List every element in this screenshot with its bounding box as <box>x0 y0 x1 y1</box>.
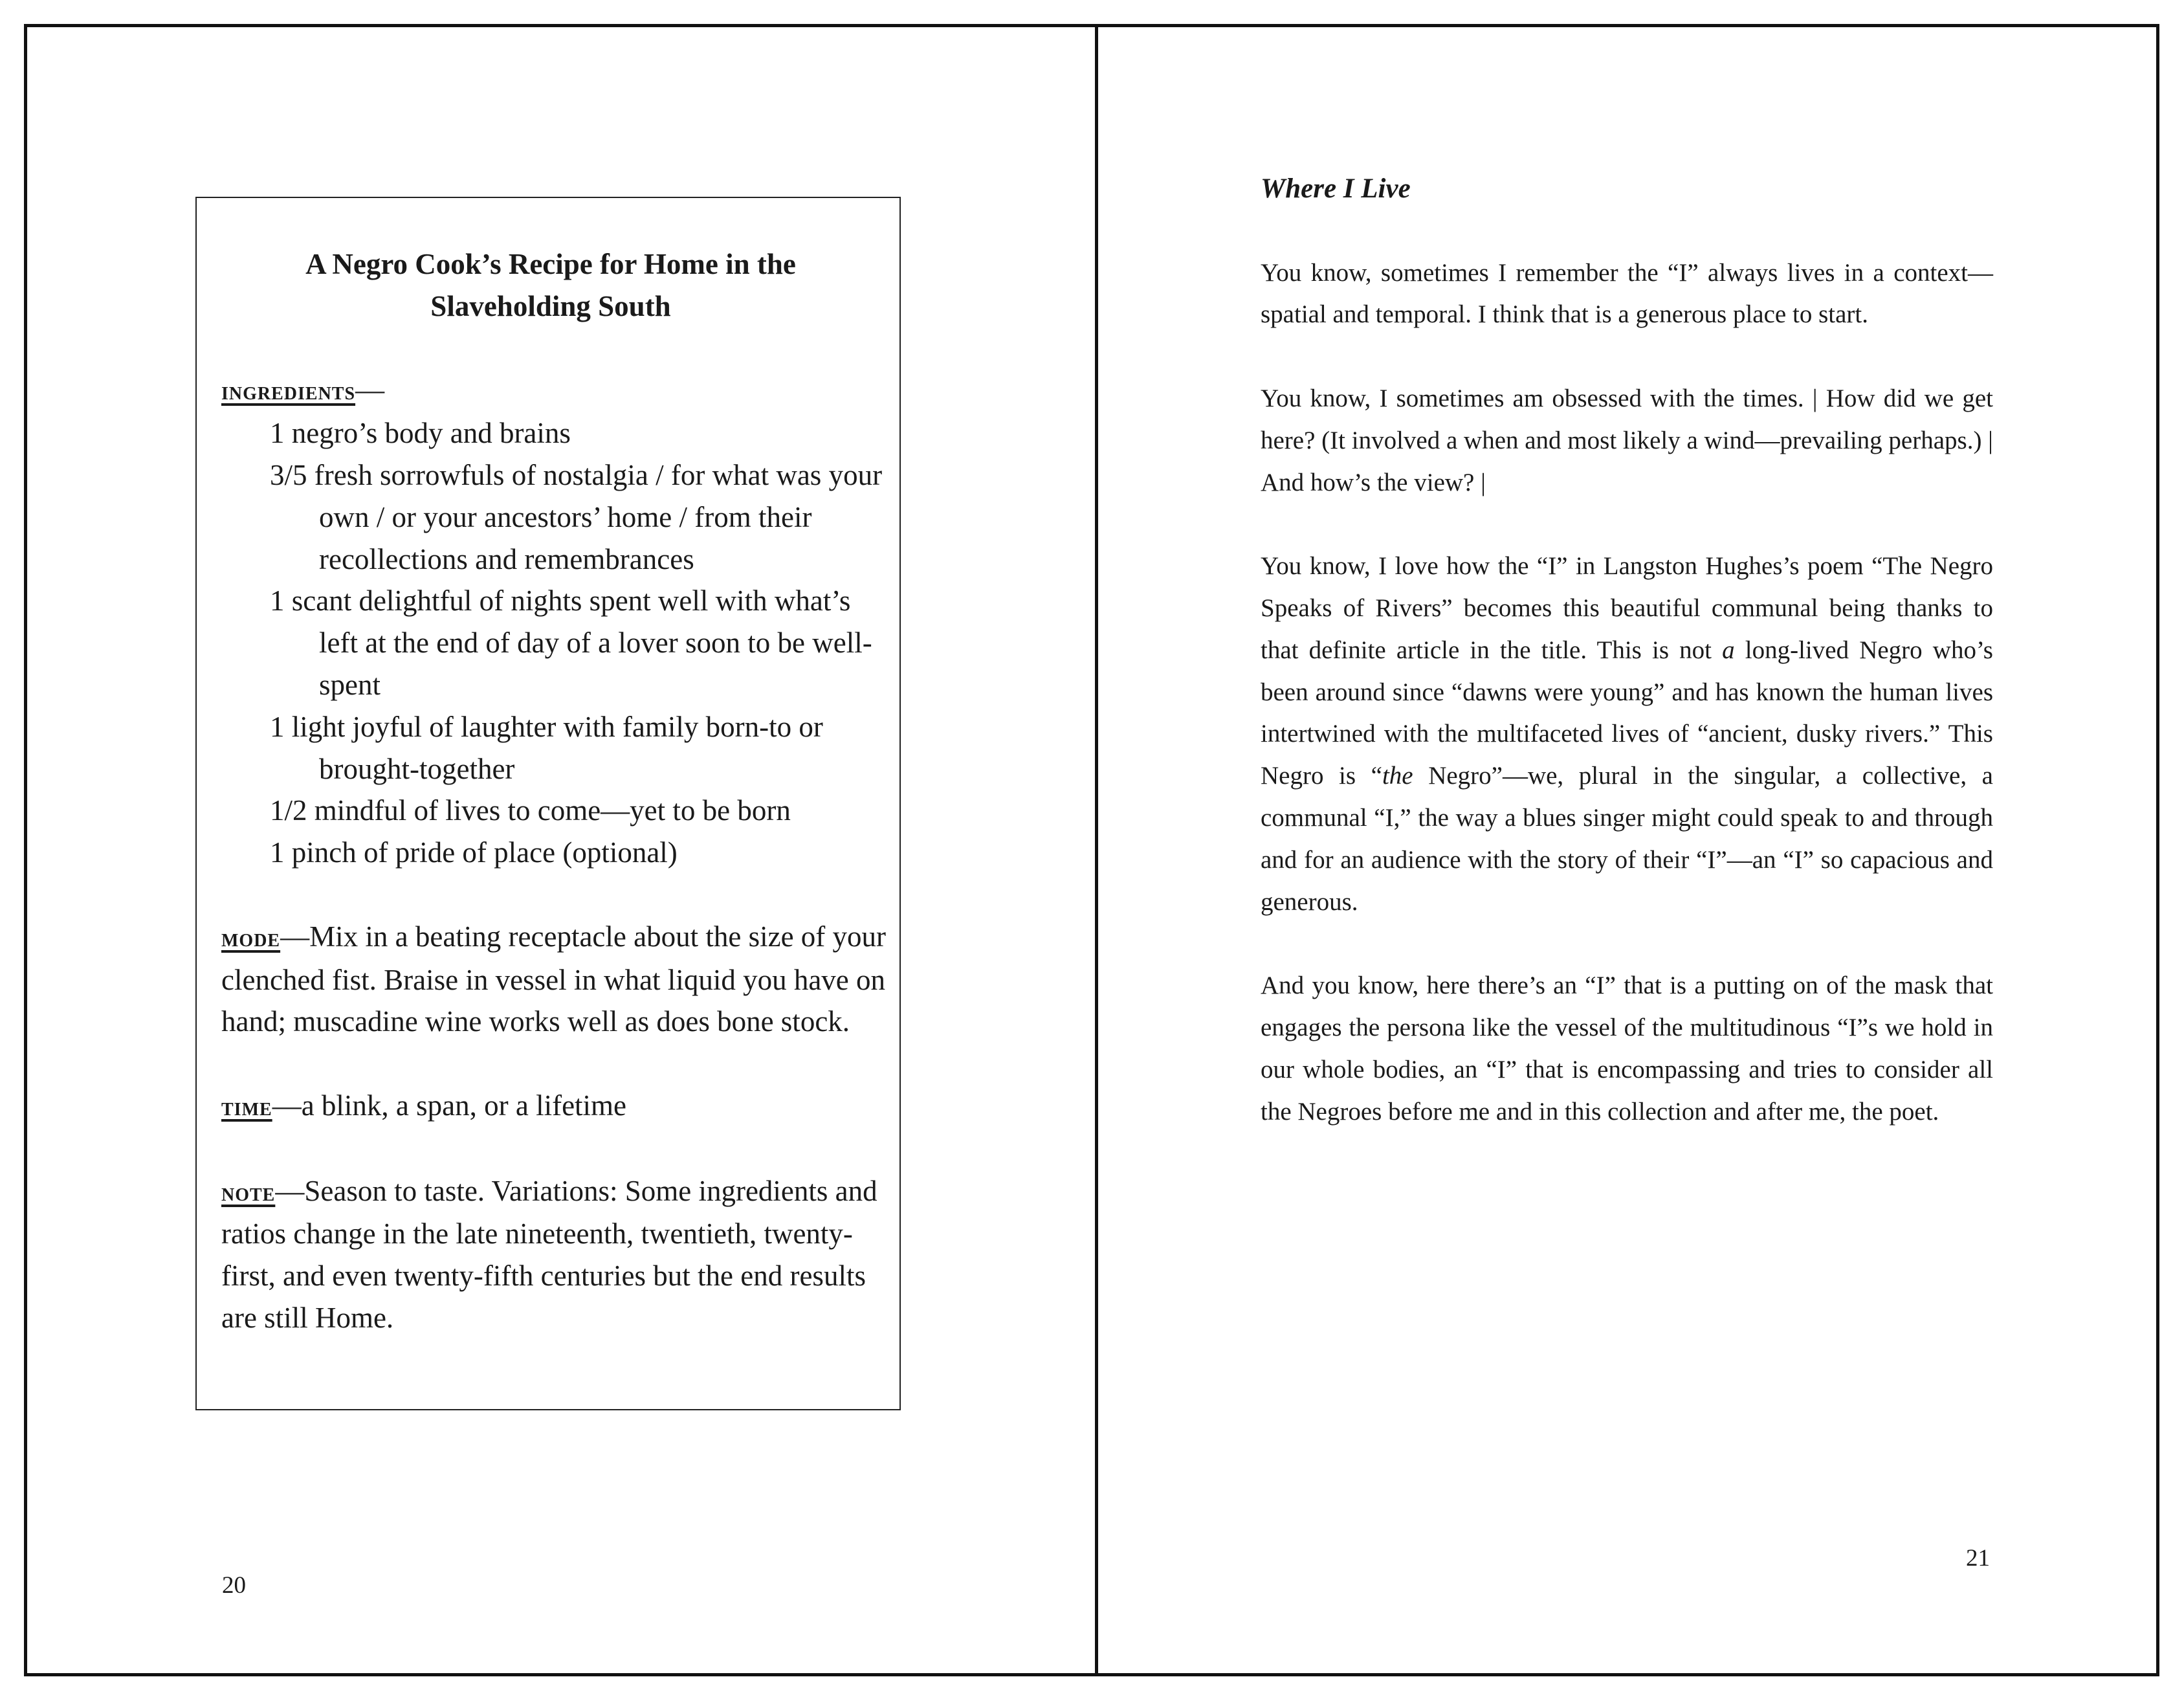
essay-p3-text-b: long-lived Negro who’s been around since “dawns were young” and has known the human lives intertwined with the multifaceted lives of “ancient, dusky rivers.” This Negro is “ <box>1261 636 1993 790</box>
essay-paragraph-4: And you know, here there’s an “I” that is a putting on of the mask that engages the persona like the vessel of the multitudinous “I”s we hold in our whole bodies, an “I” that is encompassing and tries to consider all the Negroes before me and in this collection and after me, the poet. <box>1261 972 1993 1126</box>
page-number-right: 21 <box>1966 1545 1990 1571</box>
ingredients-label: ingredients <box>221 376 356 406</box>
ingredient-item: 1 pinch of pride of place (optional) <box>270 836 678 869</box>
essay-paragraph-3 <box>1261 546 1993 923</box>
recipe-box <box>195 197 901 1410</box>
ingredients-heading <box>221 369 887 412</box>
time-text: —a blink, a span, or a lifetime <box>272 1089 627 1122</box>
essay-p3-emphasis-the: the <box>1382 762 1413 790</box>
mode-text: —Mix in a beating receptacle about the size of your clenched fist. Braise in vessel in what liquid you have on hand; muscadine wine works well as does bone stock. <box>221 920 887 1038</box>
ingredient-item: 1 light joyful of laughter with family born-to or brought-together <box>270 710 823 785</box>
time-paragraph <box>221 1085 887 1128</box>
page-number-left: 20 <box>222 1572 246 1599</box>
ingredient-item: 3/5 fresh sorrowfuls of nostalgia / for what was your own / or your ancestors’ home / from their recollections and remembrances <box>270 458 883 575</box>
recipe-title-line-2: Slaveholding South <box>430 289 671 322</box>
recipe-title <box>221 243 887 328</box>
time-label: time <box>221 1091 272 1121</box>
ingredient-item: 1/2 mindful of lives to come—yet to be born <box>270 794 791 827</box>
ingredients-dash: — <box>355 373 385 406</box>
essay <box>1261 168 1993 1175</box>
essay-paragraph-2: You know, I sometimes am obsessed with the times. | How did we get here? (It involved a when and most likely a wind—prevailing perhaps.) | And how’s the view? | <box>1261 384 1993 496</box>
mode-paragraph <box>221 916 887 1043</box>
essay-p3-text-a: You know, I love how the “I” in Langston Hughes’s poem “The Negro Speaks of Rivers” becomes this beautiful communal being thanks to that definite article in the title. This is not <box>1261 552 1993 664</box>
note-text: —Season to taste. Variations: Some ingredients and ratios change in the late nineteenth, twentieth, twenty-first, and even twenty-fifth centuries but the end results are still Home. <box>221 1174 877 1334</box>
note-paragraph <box>221 1170 887 1339</box>
ingredient-item: 1 negro’s body and brains <box>270 417 571 450</box>
recipe-title-line-1: A Negro Cook’s Recipe for Home in the <box>305 248 796 280</box>
essay-paragraph-1: You know, sometimes I remember the “I” always lives in a context—spatial and temporal. I think that is a generous place to start. <box>1261 258 1993 329</box>
essay-title: Where I Live <box>1261 173 1411 204</box>
left-page <box>27 27 1095 1673</box>
ingredient-item: 1 scant delightful of nights spent well with what’s left at the end of day of a lover soon to be well-spent <box>270 584 872 701</box>
ingredients-list <box>221 412 887 874</box>
mode-label: mode <box>221 922 281 952</box>
note-label: note <box>221 1177 276 1206</box>
essay-p3-text-c: Negro”—we, plural in the singular, a collective, a communal “I,” the way a blues singer might could speak to and through and for an audience with the story of their “I”—an “I” so capacious and generous. <box>1261 762 1993 916</box>
essay-p3-emphasis-a: a <box>1722 636 1735 664</box>
